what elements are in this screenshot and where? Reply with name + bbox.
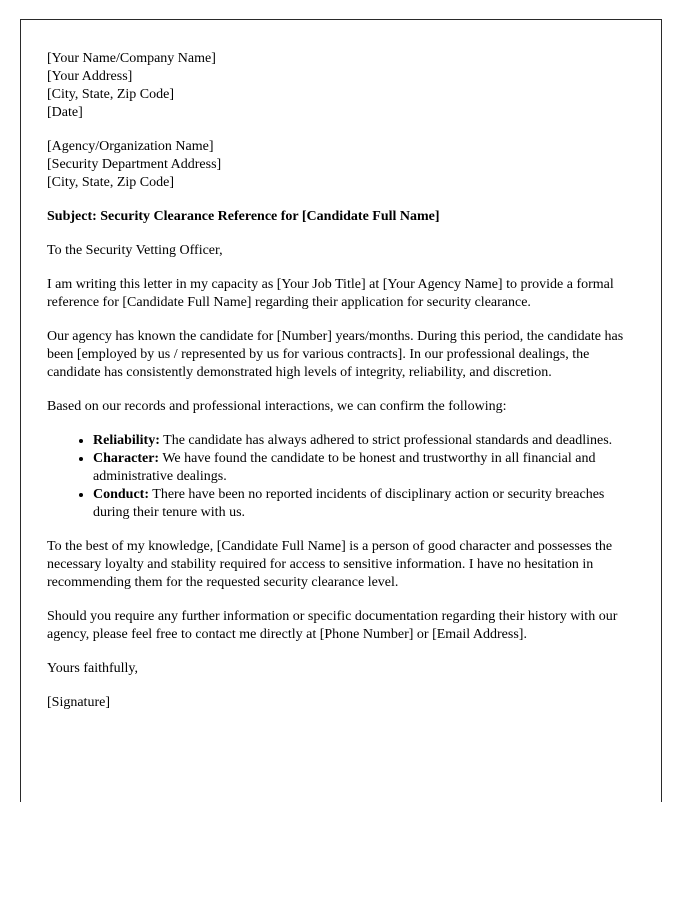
letter-page [20,19,662,802]
sender-name: [Your Name/Company Name] [47,51,216,66]
reliability-text: The candidate has always adhered to strict professional standards and deadlines. [159,433,613,448]
recipient-city-state-zip: [City, State, Zip Code] [47,175,175,190]
closing: Yours faithfully, [47,661,139,676]
letter-date: [Date] [47,105,83,120]
paragraph-contact: Should you require any further information or specific documentation regarding their history with our agency, please feel free to contact me directly at [Phone Number] or [Email Address]. [47,609,618,642]
reliability-label: Reliability: [93,433,160,448]
paragraph-intro: I am writing this letter in my capacity as [Your Job Title] at [Your Agency Name] to provide a formal reference for [Candidate Full Name] regarding their application for security clearance. [47,277,614,310]
salutation: To the Security Vetting Officer, [47,243,223,258]
paragraph-history: Our agency has known the candidate for [Number] years/months. During this period, the candidate has been [employed by us / represented by us for various contracts]. In our professional dealings, the candidate has consistently demonstrated high levels of integrity, reliability, and discretion. [47,329,624,380]
sender-address: [Your Address] [47,69,133,84]
recipient-department-address: [Security Department Address] [47,157,222,172]
recipient-agency-name: [Agency/Organization Name] [47,139,214,154]
sender-address-block [47,50,631,122]
conduct-label: Conduct: [93,487,150,502]
signature-placeholder: [Signature] [47,695,110,710]
sender-city-state-zip: [City, State, Zip Code] [47,87,175,102]
character-label: Character: [93,451,160,466]
list-item-character [93,450,631,486]
subject-line: Subject: Security Clearance Reference for [Candidate Full Name] [47,209,440,224]
list-item-reliability [93,432,631,450]
recipient-address-block [47,138,631,192]
conduct-text: There have been no reported incidents of disciplinary action or security breaches during their tenure with us. [93,487,605,520]
paragraph-endorsement: To the best of my knowledge, [Candidate Full Name] is a person of good character and possesses the necessary loyalty and stability required for access to sensitive information. I have no hesitation in recommending them for the requested security clearance level. [47,539,613,590]
character-text: We have found the candidate to be honest and trustworthy in all financial and administrative dealings. [93,451,596,484]
list-item-conduct [93,486,631,522]
confirmation-list [47,432,631,522]
paragraph-confirm-lead: Based on our records and professional interactions, we can confirm the following: [47,399,507,414]
